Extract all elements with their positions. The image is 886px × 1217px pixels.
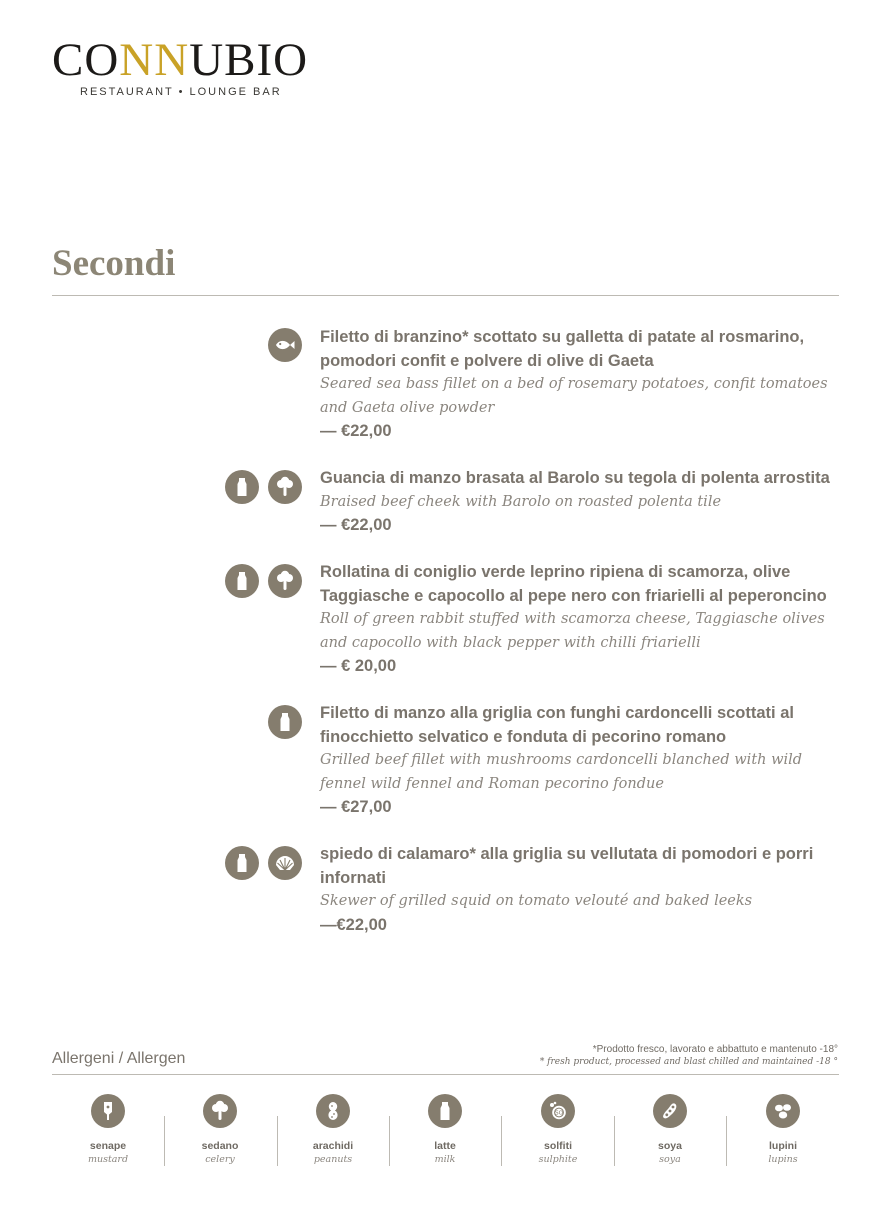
allergen-legend-celery (180, 1094, 260, 1166)
dish-english: Roll of green rabbit stuffed with scamorza cheese, Taggiasche olives and capocollo with black pepper with chilli friarielli (320, 611, 825, 651)
milk-icon (225, 564, 259, 598)
mustard-icon (91, 1094, 125, 1128)
allergen-legend-lupins (743, 1094, 823, 1166)
lupin-icon (766, 1094, 800, 1128)
milk-icon (225, 470, 259, 504)
footnote-italian: *Prodotto fresco, lavorato e abbattuto e mantenuto -18° (592, 1044, 838, 1055)
dish-name: Filetto di branzino* scottato su galletta di patate al rosmarino, pomodori confit e polvere di olive di Gaeta (320, 328, 805, 370)
legend-label-english: lupins (768, 1154, 798, 1165)
section-title: Secondi (52, 243, 176, 284)
legend-divider (164, 1116, 165, 1166)
fish-icon (268, 328, 302, 362)
legend-label-english: soya (659, 1154, 681, 1165)
legend-label: senape (89, 1140, 127, 1152)
legend-divider (614, 1116, 615, 1166)
celery-icon (203, 1094, 237, 1128)
legend-divider (726, 1116, 727, 1166)
freshness-footnote (540, 1043, 838, 1069)
legend-label-english: mustard (87, 1154, 129, 1165)
allergen-legend-mustard (68, 1094, 148, 1166)
dish-price: — € 20,00 (320, 657, 397, 675)
allergen-legend-soya (630, 1094, 710, 1166)
milk-icon (428, 1094, 462, 1128)
dish-price: — €27,00 (320, 798, 392, 816)
soya-icon (653, 1094, 687, 1128)
dish-price: — €22,00 (320, 516, 392, 534)
dish-name: Filetto di manzo alla griglia con funghi cardoncelli scottati al finocchietto selvatico e fonduta di pecorino romano (320, 704, 794, 746)
dish-english: Skewer of grilled squid on tomato velouté and baked leeks (320, 893, 753, 909)
dish-english: Seared sea bass fillet on a bed of rosemary potatoes, confit tomatoes and Gaeta olive powder (320, 376, 828, 416)
dish-english: Grilled beef fillet with mushrooms cardoncelli blanched with wild fennel wild fennel and Roman pecorino fondue (320, 752, 803, 792)
peanut-icon (316, 1094, 350, 1128)
svg-text:SO: SO (555, 1110, 563, 1117)
celery-icon (268, 564, 302, 598)
allergen-legend-peanuts (293, 1094, 373, 1166)
dish-item (320, 702, 840, 820)
brand-name: CONNUBIO (52, 34, 309, 86)
dish-english: Braised beef cheek with Barolo on roasted polenta tile (320, 493, 722, 510)
dish-item (320, 843, 840, 937)
legend-label-english: milk (434, 1154, 456, 1165)
brand-tagline: RESTAURANT • LOUNGE BAR (80, 86, 282, 98)
celery-icon (268, 470, 302, 504)
dish-item (320, 467, 840, 538)
brand-logo (52, 36, 312, 98)
footnote-english: * fresh product, processed and blast chilled and maintained -18 ° (539, 1057, 838, 1067)
dish-item (320, 561, 840, 679)
legend-divider (389, 1116, 390, 1166)
milk-icon (225, 846, 259, 880)
legend-label-english: sulphite (538, 1154, 578, 1165)
dish-name: Rollatina di coniglio verde leprino ripiena di scamorza, olive Taggiasche e capocollo al pepe nero con friarielli al peperoncino (320, 563, 827, 605)
divider (52, 295, 839, 296)
dish-name: spiedo di calamaro* alla griglia su vellutata di pomodori e porri infornati (320, 845, 814, 887)
legend-label: lupini (769, 1140, 797, 1152)
dish-price: — €22,00 (320, 422, 392, 440)
legend-label: arachidi (312, 1140, 354, 1152)
allergen-title: Allergeni / Allergen (52, 1050, 186, 1067)
legend-label: solfiti (544, 1140, 572, 1152)
divider (52, 1074, 839, 1075)
milk-icon (268, 705, 302, 739)
allergen-legend-sulphite (518, 1094, 598, 1166)
legend-label-english: celery (205, 1154, 235, 1165)
legend-divider (501, 1116, 502, 1166)
sulphite-icon (541, 1094, 575, 1128)
legend-label: latte (434, 1140, 456, 1152)
dish-name: Guancia di manzo brasata al Barolo su tegola di polenta arrostita (320, 469, 830, 487)
legend-divider (277, 1116, 278, 1166)
legend-label: sedano (201, 1140, 239, 1152)
dish-item (320, 326, 840, 444)
dish-price: —€22,00 (320, 915, 387, 934)
allergen-legend-milk (405, 1094, 485, 1166)
shellfish-icon (268, 846, 302, 880)
legend-label: soya (658, 1140, 682, 1152)
legend-label-english: peanuts (313, 1154, 353, 1165)
